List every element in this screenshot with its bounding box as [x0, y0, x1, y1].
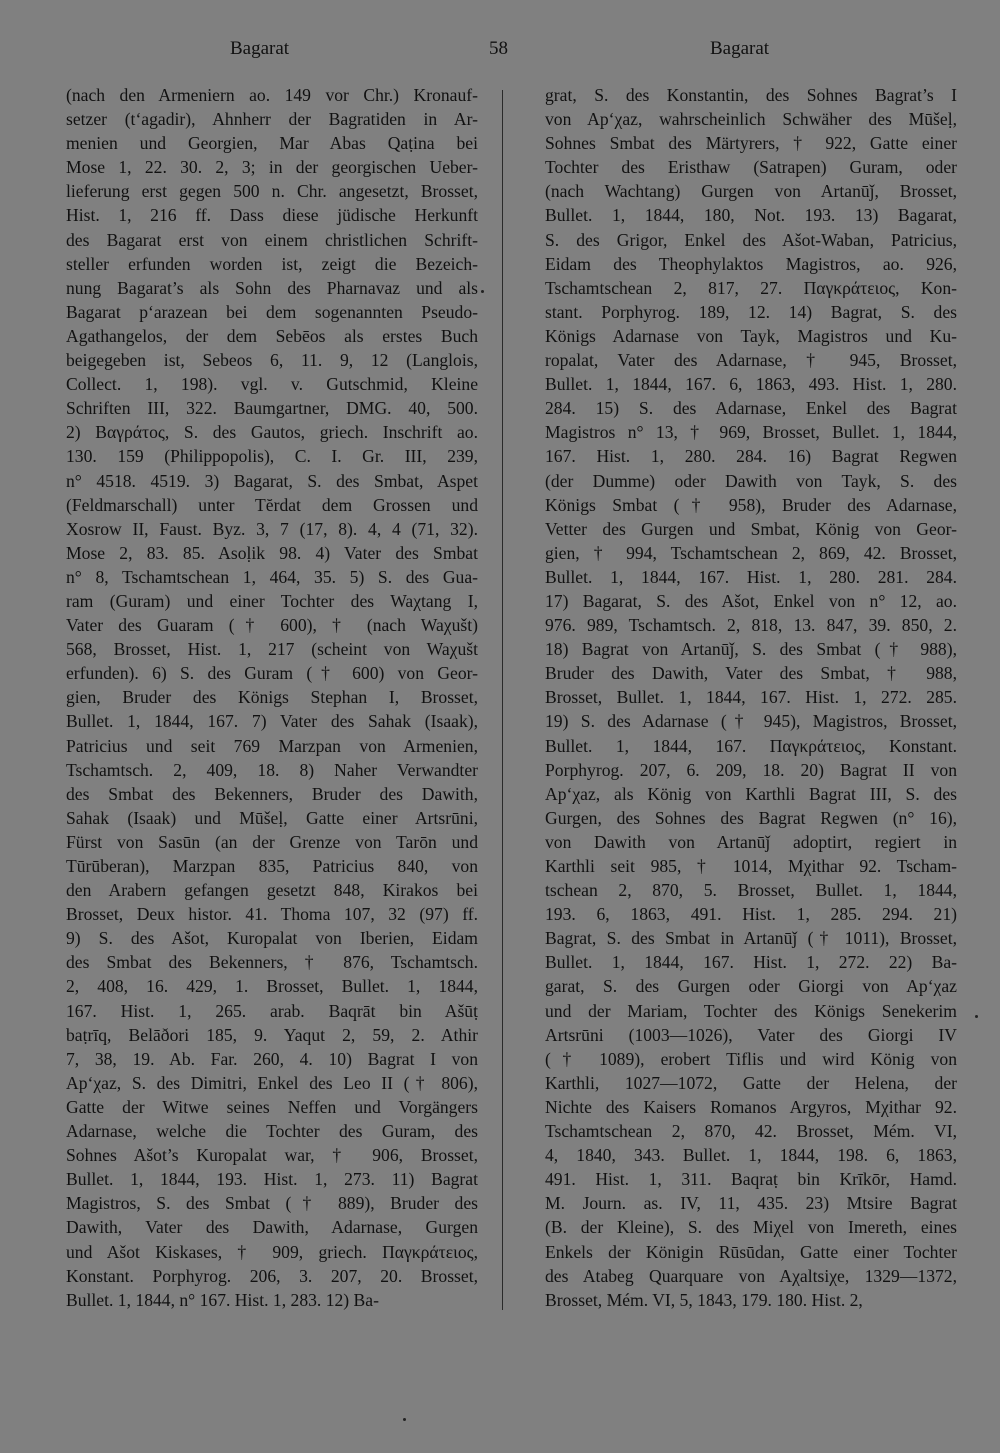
text-line: Bagrat, S. des Smbat in Artanūǰ († 1011), Brosset, — [545, 928, 957, 949]
text-line: Tūrūberan), Marzpan 835, Patricius 840, von — [66, 856, 478, 876]
text-line: Bullet. 1, 1844, 193. Hist. 1, 273. 11) Bagrat — [66, 1169, 478, 1190]
text-line: (der Dumme) oder Dawith von Tayk, S. des — [545, 470, 957, 491]
text-line: Porphyrog. 207, 6. 209, 18. 20) Bagrat II von — [545, 759, 957, 780]
column-divider — [502, 90, 503, 1310]
text-line: von Ap‘χaz, wahrscheinlich Schwäher des Mūšeḷ, — [545, 109, 957, 130]
text-line: Bagarat p‘arazean bei dem sogenannten Pseudo- — [66, 301, 478, 322]
text-line: (nach den Armeniern ao. 149 vor Chr.) Kronauf- — [66, 85, 478, 105]
text-line: 491. Hist. 1, 311. Baqraṭ bin Krīkōr, Hamd. — [545, 1169, 957, 1190]
text-line: Tochter des Eristhaw (Satrapen) Guram, oder — [545, 157, 957, 178]
text-line: Karthli seit 985, † 1014, Mχithar 92. Tscham- — [545, 856, 957, 876]
print-speck — [975, 1015, 978, 1018]
text-line: Mose 1, 22. 30. 2, 3; in der georgischen Ueber- — [66, 157, 478, 178]
print-speck — [481, 290, 484, 293]
text-line: des Bagarat erst von einem christlichen Schrift- — [66, 229, 478, 250]
text-line: M. Journ. as. IV, 11, 435. 23) Mtsire Bagrat — [545, 1193, 957, 1214]
text-line: 9) S. des Ašot, Kuropalat von Iberien, Eidam — [66, 928, 478, 949]
text-line: 2) Βαγράτος, S. des Gautos, griech. Inschrift ao. — [66, 422, 478, 443]
text-line: Hist. 1, 216 ff. Dass diese jüdische Herkunft — [66, 205, 478, 226]
text-line: Bullet. 1, 1844, 167. Hist. 1, 272. 22) Ba- — [545, 952, 957, 973]
text-line: und Ašot Kiskases, † 909, griech. Παγκράτειος, — [66, 1241, 478, 1262]
text-line: beigegeben ist, Sebeos 6, 11. 9, 12 (Langlois, — [66, 350, 478, 371]
text-line: und der Mariam, Tochter des Königs Senekerim — [545, 1000, 957, 1021]
page-number: 58 — [489, 38, 508, 59]
text-line: setzer (t‘agadir), Ahnherr der Bagratiden in Ar- — [66, 109, 478, 130]
text-line: Bullet. 1, 1844, 167. 6, 1863, 493. Hist. 1, 280. — [545, 374, 957, 395]
text-line: gien, † 994, Tschamtschean 2, 869, 42. Brosset, — [545, 542, 957, 563]
text-line: lieferung erst gegen 500 n. Chr. angesetzt, Brosset, — [66, 181, 478, 202]
text-line: des Smbat des Bekenners, Bruder des Dawith, — [66, 783, 478, 804]
text-line: Magistros, S. des Smbat († 889), Bruder des — [66, 1193, 478, 1214]
text-line: 19) S. des Adarnase († 945), Magistros, Brosset, — [545, 711, 957, 732]
text-line: 284. 15) S. des Adarnase, Enkel des Bagrat — [545, 398, 957, 419]
text-line: Königs Adarnase von Tayk, Magistros und Ku- — [545, 325, 957, 346]
text-line: 193. 6, 1863, 491. Hist. 1, 285. 294. 21) — [545, 904, 957, 925]
text-line: des Atabeg Quarquare von Aχaltsiχe, 1329—1372, — [545, 1265, 957, 1286]
text-line: des Smbat des Bekenners, † 876, Tschamtsch. — [66, 952, 478, 973]
text-line: Brosset, Mém. VI, 5, 1843, 179. 180. Hist. 2, — [545, 1289, 863, 1310]
text-line: von Dawith von Artanūǰ adoptirt, regiert in — [545, 831, 957, 852]
text-line: Xosrow II, Faust. Byz. 3, 7 (17, 8). 4, 4 (71, 32). — [66, 518, 478, 539]
text-line: 2, 408, 16. 429, 1. Brosset, Bullet. 1, 1844, — [66, 976, 478, 997]
text-line: tschean 2, 870, 5. Brosset, Bullet. 1, 1844, — [545, 880, 957, 901]
text-line: 976. 989, Tschamtsch. 2, 818, 13. 847, 39. 850, 2. — [545, 615, 957, 636]
print-speck — [403, 1418, 406, 1421]
text-line: n° 8, Tschamtschean 1, 464, 35. 5) S. des Gua- — [66, 566, 478, 587]
text-line: Tschamtsch. 2, 409, 18. 8) Naher Verwandter — [66, 759, 478, 780]
text-line: Ap‘χaz, S. des Dimitri, Enkel des Leo II († 806), — [66, 1072, 478, 1093]
text-line: Schriften III, 322. Baumgartner, DMG. 40, 500. — [66, 398, 478, 419]
text-line: Magistros n° 13, † 969, Brosset, Bullet. 1, 1844, — [545, 422, 957, 443]
text-line: Eidam des Theophylaktos Magistros, ao. 926, — [545, 253, 957, 274]
text-line: Dawith, Vater des Dawith, Adarnase, Gurgen — [66, 1217, 478, 1238]
text-line: Adarnase, welche die Tochter des Guram, des — [66, 1121, 478, 1142]
text-line: stant. Porphyrog. 189, 12. 14) Bagrat, S. des — [545, 301, 957, 322]
text-line: menien und Georgien, Mar Abas Qaṭina bei — [66, 133, 478, 154]
text-line: Bullet. 1, 1844, 180, Not. 193. 13) Bagarat, — [545, 205, 957, 226]
text-line: Tschamtschean 2, 870, 42. Brosset, Mém. VI, — [545, 1121, 957, 1142]
right-text-column — [545, 83, 957, 1312]
text-line: (nach Wachtang) Gurgen von Artanūǰ, Brosset, — [545, 181, 957, 202]
left-running-title: Bagarat — [230, 38, 290, 59]
text-line: Sohnes Smbat des Märtyrers, † 922, Gatte einer — [545, 133, 957, 154]
left-text-column — [66, 83, 478, 1312]
text-line: Bullet. 1, 1844, 167. Παγκράτειος, Konstant. — [545, 735, 957, 756]
text-line: Enkels der Königin Rūsūdan, Gatte einer Tochter — [545, 1241, 957, 1262]
text-line: Vetter des Gurgen und Smbat, König von Geor- — [545, 518, 957, 539]
text-line: Gatte der Witwe seines Neffen und Vorgängers — [66, 1096, 478, 1117]
text-line: Karthli, 1027—1072, Gatte der Helena, der — [545, 1072, 957, 1093]
text-line: (B. der Kleine), S. des Miχel von Imereth, eines — [545, 1217, 957, 1238]
text-line: Königs Smbat († 958), Bruder des Adarnase, — [545, 494, 957, 515]
text-line: ram (Guram) und einer Tochter des Waχtang I, — [66, 590, 478, 611]
text-line: Bullet. 1, 1844, 167. 7) Vater des Sahak (Isaak), — [66, 711, 478, 732]
text-line: (Feldmarschall) unter Tĕrdat dem Grossen und — [66, 494, 478, 515]
text-line: erfunden). 6) S. des Guram († 600) von Geor- — [66, 663, 478, 684]
text-line: Vater des Guaram († 600), † (nach Waχušt) — [66, 615, 478, 636]
text-line: 167. Hist. 1, 280. 284. 16) Bagrat Regwen — [545, 446, 957, 467]
text-line: 17) Bagarat, S. des Ašot, Enkel von n° 12, ao. — [545, 590, 957, 611]
text-line: Ap‘χaz, als König von Karthli Bagrat III, S. des — [545, 783, 957, 804]
text-line: n° 4518. 4519. 3) Bagarat, S. des Smbat, Aspet — [66, 470, 478, 491]
text-line: Brosset, Deux histor. 41. Thoma 107, 32 (97) ff. — [66, 904, 478, 925]
text-line: Konstant. Porphyrog. 206, 3. 207, 20. Brosset, — [66, 1265, 478, 1286]
text-line: gien, Bruder des Königs Stephan I, Brosset, — [66, 687, 478, 708]
running-header — [0, 38, 1000, 68]
text-line: Collect. 1, 198). vgl. v. Gutschmid, Kleine — [66, 374, 478, 395]
text-line: nung Bagarat’s als Sohn des Pharnavaz und als — [66, 277, 478, 298]
text-line: 130. 159 (Philippopolis), C. I. Gr. III, 239, — [66, 446, 478, 467]
text-line: Agathangelos, der dem Sebēos als erstes Buch — [66, 325, 478, 346]
text-line: Gurgen, des Sohnes des Bagrat Regwen (n° 16), — [545, 807, 957, 828]
text-line: Brosset, Bullet. 1, 1844, 167. Hist. 1, 272. 285. — [545, 687, 957, 708]
text-line: den Arabern gefangen gesetzt 848, Kirakos bei — [66, 880, 478, 901]
text-line: Sahak (Isaak) und Mūšeḷ, Gatte einer Artsrūni, — [66, 807, 478, 828]
text-line: Tschamtschean 2, 817, 27. Παγκράτειος, Kon- — [545, 277, 957, 298]
text-line: grat, S. des Konstantin, des Sohnes Bagrat’s I — [545, 85, 957, 105]
text-line: 7, 38, 19. Ab. Far. 260, 4. 10) Bagrat I von — [66, 1048, 478, 1069]
text-line: Artsrūni (1003—1026), Vater des Giorgi IV — [545, 1024, 957, 1045]
text-line: Nichte des Kaisers Romanos Argyros, Mχithar 92. — [545, 1096, 957, 1117]
text-line: Mose 2, 83. 85. Asoḷik 98. 4) Vater des Smbat — [66, 542, 478, 563]
text-line: Bullet. 1, 1844, 167. Hist. 1, 280. 281. 284. — [545, 566, 957, 587]
text-line: Bullet. 1, 1844, n° 167. Hist. 1, 283. 12) Ba- — [66, 1289, 379, 1310]
text-line: Fürst von Sasūn (an der Grenze von Tarōn und — [66, 831, 478, 852]
text-line: Sohnes Ašot’s Kuropalat war, † 906, Brosset, — [66, 1145, 478, 1166]
text-line: Patricius und seit 769 Marzpan von Armenien, — [66, 735, 478, 756]
text-line: S. des Grigor, Enkel des Ašot-Waban, Patricius, — [545, 229, 957, 250]
text-line: garat, S. des Gurgen oder Giorgi von Ap‘χaz — [545, 976, 957, 997]
text-line: 4, 1840, 343. Bullet. 1, 1844, 198. 6, 1863, — [545, 1145, 957, 1166]
text-line: baṭrīq, Belāðori 185, 9. Yaqut 2, 59, 2. Athir — [66, 1024, 478, 1045]
text-line: 18) Bagrat von Artanūǰ, S. des Smbat († 988), — [545, 639, 957, 660]
text-line: († 1089), erobert Tiflis und wird König von — [545, 1048, 957, 1069]
text-line: Bruder des Dawith, Vater des Smbat, † 988, — [545, 663, 957, 684]
text-line: ropalat, Vater des Adarnase, † 945, Brosset, — [545, 350, 957, 371]
text-line: 568, Brosset, Hist. 1, 217 (scheint von Waχušt — [66, 639, 478, 660]
text-line: 167. Hist. 1, 265. arab. Baqrāt bin Ašūṭ — [66, 1000, 478, 1021]
right-running-title: Bagarat — [710, 38, 770, 59]
text-line: steller erfunden worden ist, zeigt die Bezeich- — [66, 253, 478, 274]
